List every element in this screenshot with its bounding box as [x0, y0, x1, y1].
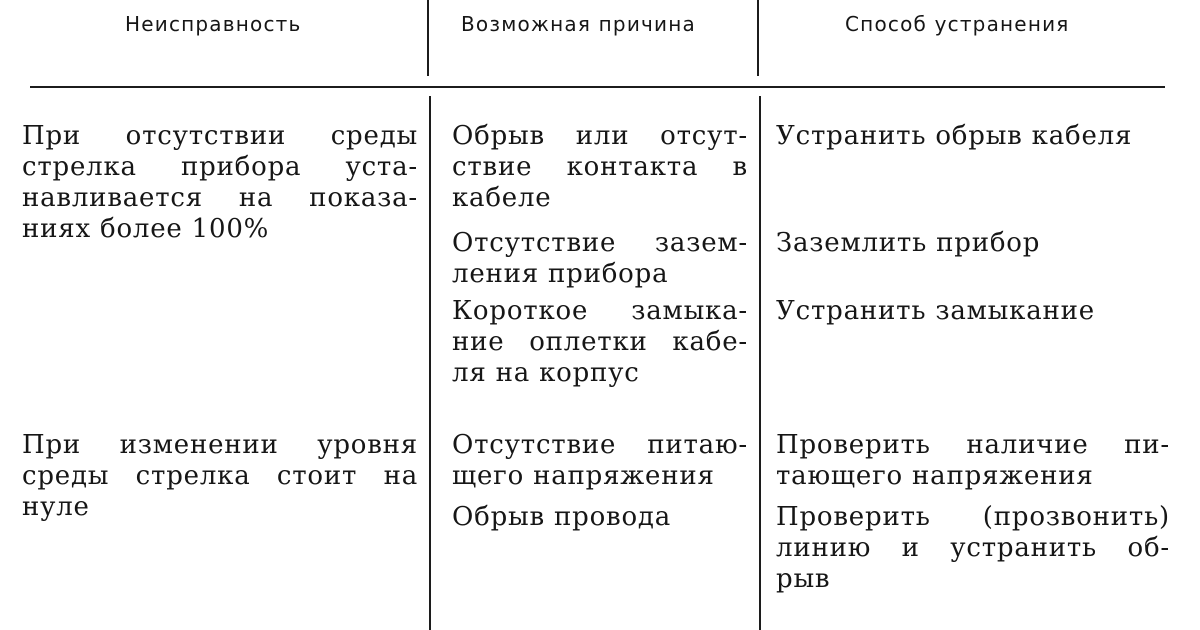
fault-text-line: ниях более 100%	[22, 214, 270, 244]
fault-cell	[22, 430, 418, 523]
remedy-text-line: Проверить (прозвонить)	[776, 502, 1170, 532]
remedy-text-line: Заземлить прибор	[776, 228, 1041, 258]
remedy-text-line: тающего напряжения	[776, 461, 1094, 491]
cause-text-line: ние оплетки кабе-	[452, 327, 748, 357]
cause-text-line: щего напряжения	[452, 461, 715, 491]
fault-text-line: нуле	[22, 492, 90, 522]
remedy-text-line: Проверить наличие пи-	[776, 430, 1170, 460]
header-fault: Неисправность	[125, 12, 302, 36]
cause-text-line: ления прибора	[452, 259, 669, 289]
cause-text-line: кабеле	[452, 183, 552, 213]
cause-text-line: Обрыв или отсут-	[452, 121, 748, 151]
cause-cell	[452, 430, 748, 492]
fault-text-line: При отсутствии среды	[22, 121, 418, 151]
header-rule	[30, 86, 1165, 88]
cause-text-line: Отсутствие зазем-	[452, 228, 748, 258]
remedy-text-line: рыв	[776, 564, 831, 594]
cause-cell	[452, 502, 748, 533]
column-divider	[429, 96, 431, 630]
remedy-cell	[776, 296, 1170, 327]
header-cause: Возможная причина	[461, 12, 696, 36]
remedy-text-line: Устранить обрыв кабеля	[776, 121, 1133, 151]
fault-cell	[22, 121, 418, 245]
cause-text-line: Короткое замыка-	[452, 296, 748, 326]
cause-text-line: Отсутствие питаю-	[452, 430, 748, 460]
header-remedy: Способ устранения	[845, 12, 1070, 36]
cause-text-line: ля на корпус	[452, 358, 640, 388]
cause-cell	[452, 296, 748, 389]
cause-text-line: ствие контакта в	[452, 152, 748, 182]
fault-text-line: навливается на показа-	[22, 183, 418, 213]
fault-text-line: среды стрелка стоит на	[22, 461, 418, 491]
column-divider	[757, 0, 759, 76]
column-divider	[427, 0, 429, 76]
remedy-text-line: Устранить замыкание	[776, 296, 1095, 326]
remedy-cell	[776, 228, 1170, 259]
fault-text-line: При изменении уровня	[22, 430, 418, 460]
column-divider	[759, 96, 761, 630]
cause-text-line: Обрыв провода	[452, 502, 672, 532]
cause-cell	[452, 121, 748, 214]
fault-text-line: стрелка прибора уста-	[22, 152, 418, 182]
cause-cell	[452, 228, 748, 290]
remedy-cell	[776, 502, 1170, 595]
remedy-cell	[776, 121, 1170, 152]
remedy-text-line: линию и устранить об-	[776, 533, 1170, 563]
remedy-cell	[776, 430, 1170, 492]
